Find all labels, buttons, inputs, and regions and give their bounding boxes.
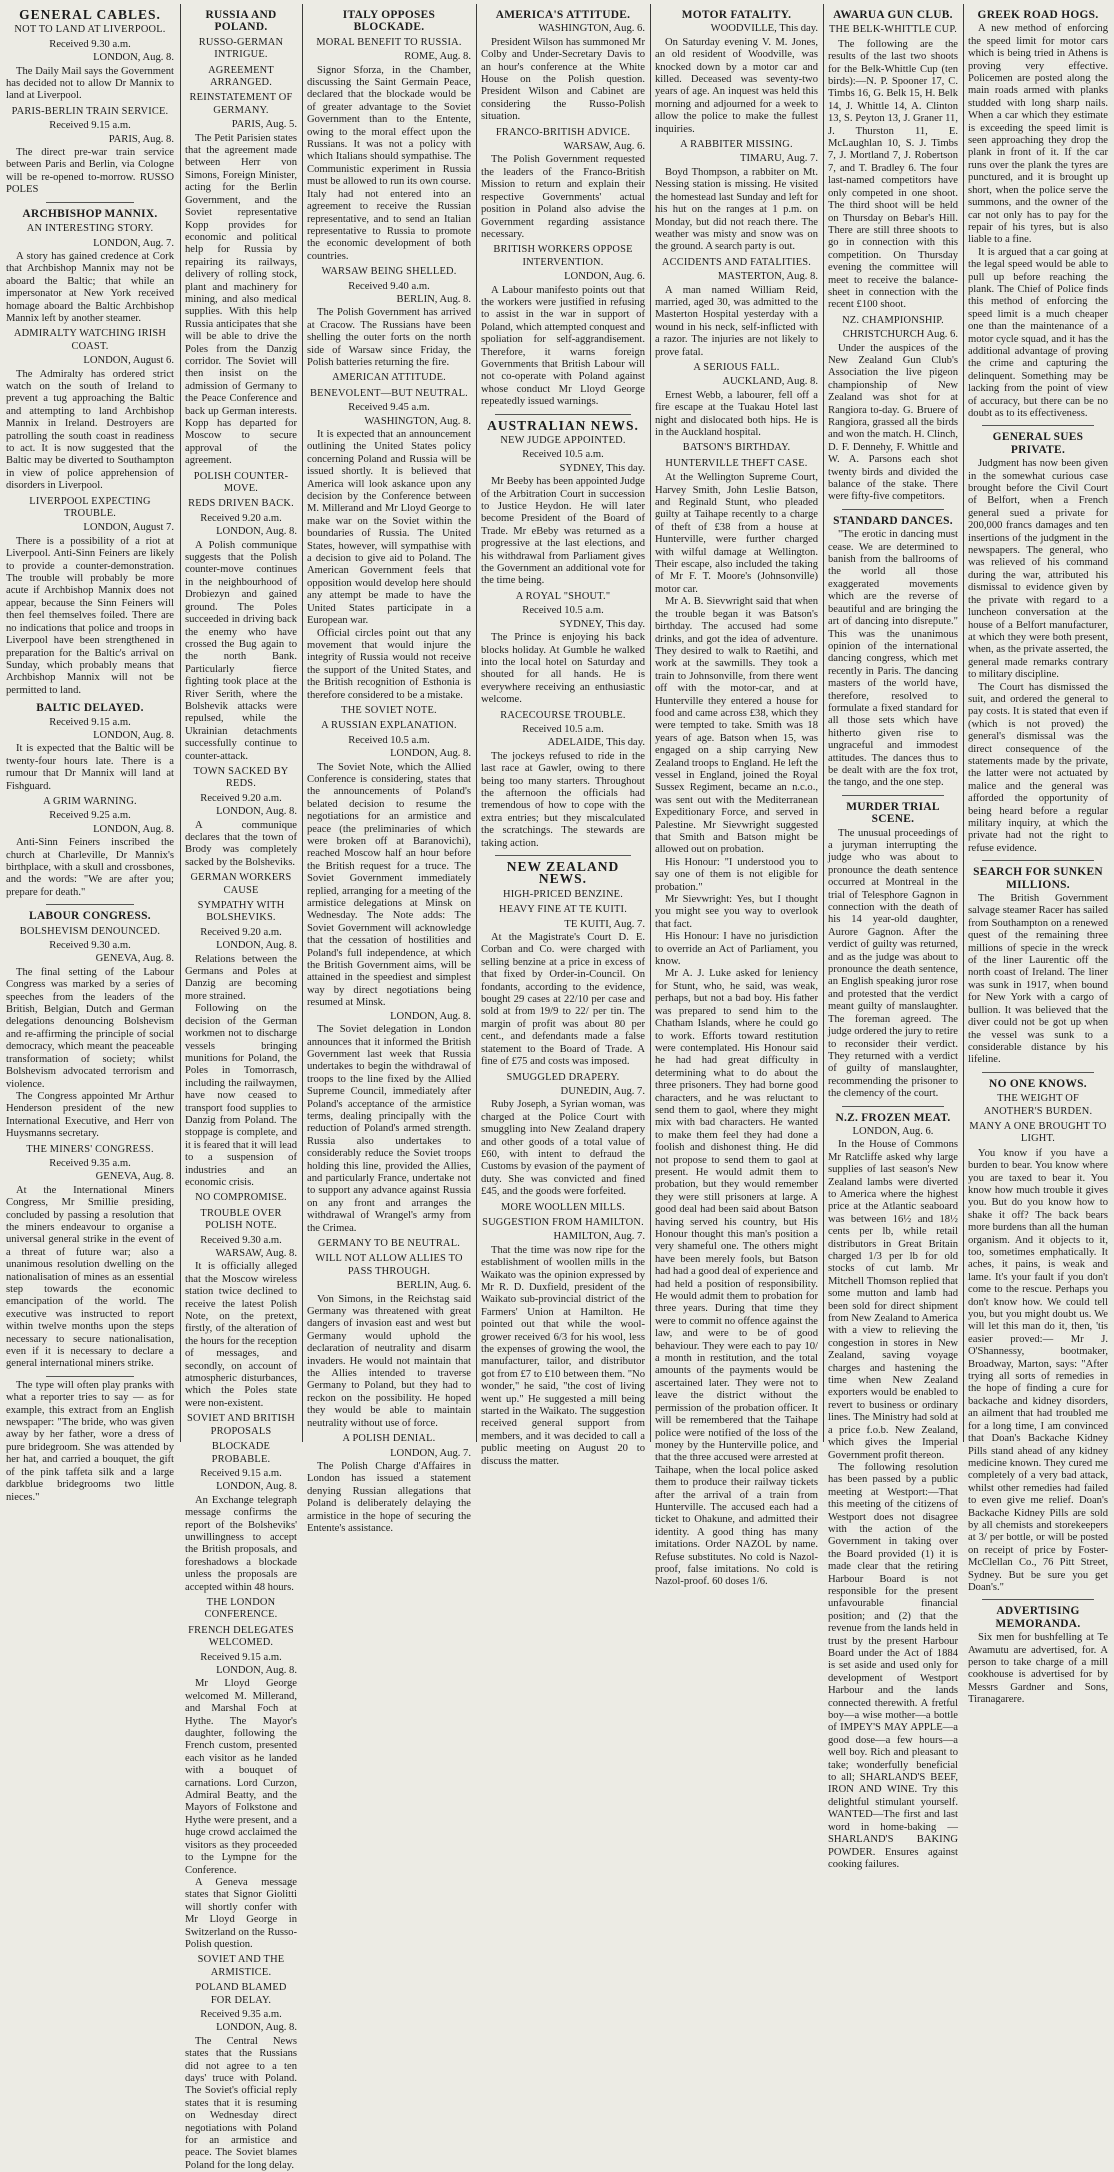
- dateline: AUCKLAND, Aug. 8.: [722, 376, 818, 388]
- headline: LABOUR CONGRESS.: [29, 910, 151, 923]
- headline: NEW ZEALAND NEWS.: [506, 859, 620, 887]
- subheadline: A RUSSIAN EXPLANATION.: [321, 720, 457, 732]
- subheadline: WILL NOT ALLOW ALLIES TO PASS THROUGH.: [315, 1253, 463, 1277]
- column-rule: [302, 4, 303, 1442]
- subheadline: THE WEIGHT OF ANOTHER'S BURDEN.: [983, 1093, 1093, 1117]
- dateline: WASHINGTON, Aug. 6.: [538, 23, 645, 35]
- dateline: LONDON, Aug. 8.: [93, 52, 174, 64]
- dateline: TE KUITI, Aug. 7.: [564, 918, 645, 930]
- article-paragraph: On Saturday evening V. M. Jones, an old resident of Woodville, was knocked down by a motor car and killed. Deceased was seventy-two years of age. An inquest was held this morning and adjourned for a week to allow the police to make the fullest inquiries.: [655, 36, 818, 135]
- headline: ARCHBISHOP MANNIX.: [22, 207, 158, 220]
- received-time: Received 10.5 a.m.: [348, 734, 430, 746]
- article-paragraph: The direct pre-war train service between Paris and Berlin, via Cologne will be re-opened to-morrow. RUSSO POLES: [6, 147, 174, 196]
- subheadline: FRANCO-BRITISH ADVICE.: [495, 126, 631, 138]
- subheadline: REDS DRIVEN BACK.: [188, 498, 294, 510]
- subheadline: PARIS-BERLIN TRAIN SERVICE.: [11, 105, 169, 117]
- article-paragraph: It is officially alleged that the Moscow wireless station twice declined to receive the latest Polish Note, on the pretext, firstly, of the alteration of the hours for the reception of messages, and secondly, on account of atmospheric disturbances, which the Poles state were non-existent.: [185, 1261, 297, 1409]
- headline: AMERICA'S ATTITUDE.: [495, 9, 631, 21]
- subheadline: REINSTATEMENT OF GERMANY.: [189, 92, 293, 116]
- article-paragraph: Mr Lloyd George welcomed M. Millerand, and Marshal Foch at Hythe. The Mayor's daughter, following the French custom, presented each visitor as he landed with a bouquet of carnations. Lord Curzon, Admiral Beatty, and the Mayors of Folkstone and Hythe were present, and a huge crowd acclaimed the visitors as they proceeded to the Lympne for the Conference.: [185, 1678, 297, 1876]
- dateline: LONDON, August 6.: [83, 355, 174, 367]
- article-paragraph: Ruby Joseph, a Syrian woman, was charged at the Police Court with smuggling into New Zealand drapery and other goods of a total value of £60, with intent to defraud the Customs by evasion of the payment of duty. She was convicted and fined £45, and the goods were forfeited.: [481, 1099, 645, 1198]
- dateline: PARIS, Aug. 5.: [231, 119, 297, 131]
- article-paragraph: In the House of Commons Mr Ratcliffe asked why large supplies of last season's New Zealand lambs were diverted to America where the highest price at the Atlantic seaboard was between 16½ and 18½ cents per lb, while retail distributors in Great Britain charged 1/3 per lb for old stocks of cut lamb. Mr Mitchell Thomson replied that some mutton and lamb had been sold for direct shipment from New Zealand to America with a view to relieving the congestion in stores in New Zealand, saving voyage charges and hastening the time when New Zealand exporters would be enabled to revert to business or ordinary lines. The Ministry had sold at a price f.o.b. New Zealand, which gives the Imperial Government profit thereon.: [828, 1139, 958, 1461]
- received-time: Received 9.15 a.m.: [49, 716, 131, 728]
- dateline: GENEVA, Aug. 8.: [95, 1171, 174, 1183]
- column-7: [968, 4, 1108, 1706]
- article-paragraph: The Polish Government has arrived at Cracow. The Russians have been shelling the outer forts on the north side of Warsaw since Friday, the Polish batteries returning the fire.: [307, 307, 471, 368]
- headline: N.Z. FROZEN MEAT.: [835, 1111, 951, 1124]
- headline: ITALY OPPOSES BLOCKADE.: [342, 9, 436, 34]
- subheadline: WARSAW BEING SHELLED.: [321, 266, 457, 278]
- subheadline: A SERIOUS FALL.: [693, 361, 780, 373]
- dateline: LONDON, Aug. 8.: [216, 2022, 297, 2034]
- article-paragraph: The Admiralty has ordered strict watch on the south of Ireland to prevent a tug approaching the Baltic and attempting to land Archbishop Mannix in Ireland. Destroyers are patrolling the south coast in readiness to act. It is now suggested that the Baltic may be diverted to Southampton in view of police apprehension of disorders in Liverpool.: [6, 368, 174, 492]
- article-paragraph: A story has gained credence at Cork that Archbishop Mannix may not be aboard the Baltic; that while an impersonator at New York received homage aboard the Baltic Archbishop Mannix left by another steamer.: [6, 250, 174, 324]
- divider: [46, 904, 134, 905]
- article-paragraph: His Honour: I have no jurisdiction to override an Act of Parliament, you know.: [655, 931, 818, 968]
- received-time: Received 10.5 a.m.: [522, 605, 604, 617]
- dateline: PARIS, Aug. 8.: [108, 133, 174, 145]
- subheadline: POLISH COUNTER-MOVE.: [193, 470, 289, 495]
- article-paragraph: A man named William Reid, married, aged 30, was admitted to the Masterton Hospital yesterday with a wound in his neck, self-inflicted with a razor. The injuries are not likely to prove fatal.: [655, 284, 818, 358]
- headline: GENERAL CABLES.: [19, 7, 161, 22]
- subheadline: GERMAN WORKERS CAUSE: [190, 872, 292, 896]
- dateline: SYDNEY, This day.: [559, 462, 645, 474]
- received-time: Received 9.40 a.m.: [348, 280, 430, 292]
- subheadline: TROUBLE OVER POLISH NOTE.: [200, 1207, 282, 1232]
- subheadline: BATSON'S BIRTHDAY.: [682, 442, 791, 454]
- subheadline: POLAND BLAMED FOR DELAY.: [195, 1982, 287, 2006]
- article-paragraph: The Daily Mail says the Government has decided not to allow Dr Mannix to land at Liverpool.: [6, 65, 174, 102]
- dateline: WARSAW, Aug. 6.: [563, 141, 645, 153]
- article-paragraph: Anti-Sinn Feiners inscribed the church at Charleville, Dr Mannix's birthplace, with a skull and crossbones, and the words: "We are after you; prepare for death.": [6, 837, 174, 898]
- article-paragraph: The type will often play pranks with what a reporter tries to say — as for example, this extract from an English newspaper: "The bride, who was given away by her father, wore a dress of pure bridegroom. She was attended by her hat, and carried a bouquet, the gift of the pink taffeta silk and a large darkblue bridegrooms two little nieces.": [6, 1379, 174, 1503]
- article-paragraph: A new method of enforcing the speed limit for motor cars which is being tried in Athens is proving very effective. Policemen are posted along the main roads armed with planks studded with long sharp nails. When a car which they estimate is exceeding the speed limit is seen approaching they drop the plank in front of it. If the car runs over the plank the tyres are punctured, and it is brought up short, when the police serve the summons, and the owner of the car not only has to pay for the repair of his tyres, but is also liable to a fine.: [968, 23, 1108, 246]
- dateline: BERLIN, Aug. 6.: [396, 1280, 471, 1292]
- headline: RUSSIA AND POLAND.: [205, 9, 277, 34]
- dateline: WOODVILLE, This day.: [710, 23, 818, 35]
- headline: ADVERTISING MEMORANDA.: [995, 1605, 1081, 1630]
- subheadline: AMERICAN ATTITUDE.: [332, 372, 446, 384]
- dateline: LONDON, August 7.: [83, 522, 174, 534]
- article-paragraph: There is a possibility of a riot at Liverpool. Anti-Sinn Feiners are likely to provide a counter-demonstration. The trouble will probably be more acute if Archbishop Mannix does not appear, because the Sinn Feiners will then feel themselves foiled. There are no indications that police and troops in Liverpool have been strengthened in preparation for the Baltic's arrival on Sunday, which probably means that Archbishop Mannix will not be permitted to land.: [6, 535, 174, 696]
- subheadline: NZ. CHAMPIONSHIP.: [842, 314, 944, 326]
- column-4: [481, 4, 645, 1467]
- article-paragraph: Mr Sievwright: Yes, but I thought you might see you way to overlook that fact.: [655, 894, 818, 930]
- subheadline: A GRIM WARNING.: [43, 795, 137, 807]
- subheadline: NEW JUDGE APPOINTED.: [500, 435, 626, 446]
- article-paragraph: His Honour: "I understood you to say one of them is not eligible for probation.": [655, 856, 818, 893]
- column-2: [185, 4, 297, 2171]
- subheadline: SMUGGLED DRAPERY.: [506, 1071, 620, 1083]
- article-paragraph: The Central News states that the Russians did not agree to a ten days' truce with Poland. The Soviet's official reply states that it is resuming on Wednesday direct negotiations with Poland for an armistice and peace. The Soviet blames Poland for the long delay.: [185, 2035, 297, 2171]
- article-paragraph: A Geneva message states that Signor Giolitti will shortly confer with Mr Lloyd George in Switzerland on the Russo-Polish question.: [185, 1876, 297, 1950]
- article-paragraph: Boyd Thompson, a rabbiter on Mt. Nessing station is missing. He visited the homestead last Sunday and left for his hut on the ranges at 1 p.m. on Monday, but did not reach there. The weather was misty and snow was on the ground. A search party is out.: [655, 166, 818, 253]
- divider: [46, 1376, 134, 1377]
- article-paragraph: President Wilson has summoned Mr Colby and Under-Secretary Davis to an hour's conference at the White House on the Polish question. President Wilson and Cabinet are considering the Russo-Polish situation.: [481, 36, 645, 123]
- article-paragraph: Von Simons, in the Reichstag said Germany was threatened with great dangers of invasion east and west but Germany would uphold the declaration of neutrality and disarm invaders. He would not maintain that the Allies intended to traverse Germany to Poland, but they had to reckon on the possibility. He hoped they would be able to maintain neutrality without use of force.: [307, 1293, 471, 1429]
- article-paragraph: A Polish communique suggests that the Polish counter-move continues in the neighbourhood of Drobiezyn and gained ground. The Poles succeeded in driving back the enemy who have crossed the Bug again to the north Bank. Particularly fierce fighting took place at the River Serith, where the Bolshevik attacks were repulsed, while the Ukrainian detachments successfully continue to counter-attack.: [185, 539, 297, 762]
- received-time: Received 9.45 a.m.: [348, 402, 430, 414]
- subheadline: HIGH-PRICED BENZINE.: [502, 888, 624, 900]
- subheadline: THE LONDON CONFERENCE.: [204, 1596, 278, 1621]
- received-time: Received 9.15 a.m.: [49, 120, 131, 132]
- article-paragraph: The jockeys refused to ride in the last race at Gawler, owing to there being too many starters. Throughout the afternoon the officials had tremendous of how to cope with the extra entries; but they miscalculated the scratchings. The stewards are taking action.: [481, 750, 645, 849]
- dateline: LONDON, Aug. 6.: [564, 271, 645, 283]
- received-time: Received 9.20 a.m.: [200, 792, 282, 804]
- dateline: CHRISTCHURCH Aug. 6.: [842, 329, 958, 341]
- article-paragraph: "The erotic in dancing must cease. We are determined to banish from the ballrooms of the world all those exaggerated movements which are the reverse of beautiful and are bringing the art of dancing into disrepute." This was the unanimous opinion of the international dancing congress, which met recently in Paris. The dancing masters of the world have, therefore, resolved to formulate a fixed standard for all those sets which have hitherto given rise to ungraceful and immodest attitudes. The dances thus to be dealt with are the fox trot, the tango, and the one step.: [828, 529, 958, 789]
- subheadline: RUSSO-GERMAN INTRIGUE.: [198, 36, 284, 61]
- received-time: Received 9.20 a.m.: [200, 512, 282, 524]
- received-time: Received 10.5 a.m.: [522, 723, 604, 735]
- divider: [842, 795, 944, 796]
- dateline: LONDON, Aug. 8.: [390, 1010, 471, 1022]
- subheadline: MORAL BENEFIT TO RUSSIA.: [316, 36, 462, 48]
- headline: GENERAL SUES PRIVATE.: [992, 431, 1084, 456]
- article-paragraph: A communique declares that the town of Brody was completely sacked by the Bolsheviks.: [185, 819, 297, 868]
- dateline: LONDON, Aug. 8.: [216, 1665, 297, 1676]
- column-rule: [180, 4, 181, 1442]
- dateline: LONDON, Aug. 7.: [93, 237, 174, 249]
- article-paragraph: Signor Sforza, in the Chamber, discussing the Saint Germain Peace, declared that the blockade would be of greater advantage to the Soviet Government than to the Entente, owing to the moral effect upon the Russians. It was not a policy with which Italians should sympathise. The Communistic experiment in Russia must be allowed to run its own course. Italy had not entered into an agreement to receive the Russian representative, and to send an Italian representative to Russia to promote the economic development of both countries.: [307, 64, 471, 262]
- subheadline: A POLISH DENIAL.: [342, 1433, 436, 1445]
- dateline: MASTERTON, Aug. 8.: [717, 271, 818, 283]
- received-time: Received 9.30 a.m.: [49, 38, 131, 50]
- subheadline: THE BELK-WHITTLE CUP.: [829, 24, 957, 36]
- received-time: Received 9.15 a.m.: [200, 1651, 282, 1663]
- column-rule: [476, 4, 477, 1442]
- article-paragraph: The Prince is enjoying his back blocks holiday. At Gumble he walked into the local hotel on Saturday and shouted for all hands. He is everywhere receiving an enthusiastic welcome.: [481, 632, 645, 706]
- headline: BALTIC DELAYED.: [36, 702, 144, 715]
- article-paragraph: The Polish Government requested the leaders of the Franco-British Mission to return and explain their respective Governments' actual position in Poland also advise the Government regarding assistance necessary.: [481, 154, 645, 240]
- column-rule: [963, 4, 964, 1442]
- column-6: [828, 4, 958, 1870]
- headline: STANDARD DANCES.: [833, 514, 953, 527]
- subheadline: HUNTERVILLE THEFT CASE.: [665, 457, 808, 469]
- article-paragraph: It is expected that the Baltic will be twenty-four hours late. There is a rumour that Dr Mannix will land at Fishguard.: [6, 743, 174, 792]
- subheadline: NO COMPROMISE.: [195, 1192, 287, 1204]
- subheadline: SOVIET AND BRITISH PROPOSALS: [187, 1413, 295, 1437]
- column-5: [655, 4, 818, 1588]
- article-paragraph: Mr Beeby has been appointed Judge of the Arbitration Court in succession to Justice Heydon. He will later become President of the Board of Trade. Mr eBeby was returned as a progressive at the last elections, and his withdrawal from Parliament gives the Government an additional vote for the time being.: [481, 476, 645, 587]
- dateline: LONDON, Aug. 8.: [216, 1481, 297, 1493]
- article-paragraph: The Soviet Note, which the Allied Conference is considering, states that the announcements of Poland's belated decision to resume the negotiations for an armistice and peace (the preliminaries of which were broken off at Baranovichi), reached Moscow half an hour before the British request for a truce. The Soviet Government immediately replied, arranging for a meeting of the armistice delegations at Minsk on Wednesday. The Note adds: The Soviet Government will acknowledge that the cessation of hostilities and Poland's full independence, at which the British Government aims, will be attained in the speediest and simplest way by direct negotiations being resumed at Minsk.: [307, 761, 471, 1009]
- divider: [46, 202, 134, 203]
- dateline: LONDON, Aug. 8.: [390, 748, 471, 760]
- headline: MOTOR FATALITY.: [681, 9, 792, 21]
- dateline: ADELAIDE, This day.: [547, 737, 645, 749]
- article-paragraph: Six men for bushfelling at Te Awamutu are advertised, for. A person to take charge of a mill cookhouse is advertised for by Messrs Gardner and Sons, Tiranagarere.: [968, 1632, 1108, 1706]
- subheadline: ACCIDENTS AND FATALITIES.: [661, 256, 812, 268]
- article-paragraph: A Labour manifesto points out that the workers were justified in refusing to assist in the war in support of Poland, which attempted conquest and spoliation for self-aggrandisement. Therefore, it warns foreign Governments that British Labour will not co-operate with Poland against whose conduct Mr Lloyd George repeatedly issued warnings.: [481, 284, 645, 408]
- subheadline: BENEVOLENT—BUT NEUTRAL.: [310, 387, 468, 399]
- divider: [982, 1599, 1094, 1600]
- divider: [982, 425, 1094, 426]
- dateline: TIMARU, Aug. 7.: [740, 153, 818, 165]
- article-paragraph: Following on the decision of the German workmen not to discharge vessels bringing munitions for Poland, the Poles in Tomorrasch, including the railwaymen, have now ceased to transport food supplies to Danzig from Poland. The stoppage is complete, and it is feared that it will lead to a suspension of industries and an economic crisis.: [185, 1003, 297, 1188]
- subheadline: NOT TO LAND AT LIVERPOOL.: [14, 24, 166, 36]
- divider: [495, 414, 631, 415]
- subheadline: RACECOURSE TROUBLE.: [500, 709, 626, 721]
- divider: [842, 1106, 944, 1107]
- column-3: [307, 4, 471, 1534]
- dateline: LONDON, Aug. 8.: [216, 526, 297, 538]
- article-paragraph: Relations between the Germans and Poles at Danzig are becoming more strained.: [185, 953, 297, 1002]
- dateline: BERLIN, Aug. 8.: [396, 293, 471, 305]
- article-paragraph: At the Wellington Supreme Court, Harvey Smith, John Leslie Batson, and Reginald Stunt, who pleaded guilty at Taihape recently to a charge of theft of £38 from a house at Hunterville, were further charged with wilful damage at Wellington. Their escape, also included the taking of Mr F. T. Moore's (Johnsonville) motor car.: [655, 472, 818, 595]
- article-paragraph: The Polish Charge d'Affaires in London has issued a statement denying Russian allegations that Poland is deliberately delaying the armistice in the hope of securing the Entente's assistance.: [307, 1460, 471, 1534]
- subheadline: AGREEMENT ARRANGED.: [208, 64, 274, 89]
- subheadline: HEAVY FINE AT TE KUITI.: [498, 904, 628, 916]
- subheadline: SUGGESTION FROM HAMILTON.: [482, 1216, 644, 1228]
- subheadline: MORE WOOLLEN MILLS.: [501, 1201, 625, 1213]
- headline: MURDER TRIAL SCENE.: [846, 800, 940, 826]
- article-paragraph: The Soviet delegation in London announces that it informed the British Government last week that Russia undertakes to begin the withdrawal of troops to the line fixed by the Allied Supreme Council, immediately after Poland's acceptance of the armistice terms, dealing principally with the reduction of Poland's armed strength. Russia also undertakes to considerably reduce the Soviet troops holding this line, provided the Allies, and particularly France, undertake not to support any advance against Russia on any front and arranges the withdrawal of Wrangel's army from the Crimea.: [307, 1024, 471, 1234]
- article-paragraph: At the International Miners Congress, Mr Smillie presiding, concluded by passing a resolution that the miners endeavour to organise a universal general strike in the event of a threat of future war; also a unanimous resolution dwelling on the nationalisation of mines as an essential step towards the economic emancipation of the world. The executive was instructed to report within twelve months upon the steps necessary to secure nationalisation, even if it is necessary to declare a general international miners strike.: [6, 1184, 174, 1370]
- dateline: LONDON, Aug. 6.: [852, 1125, 934, 1137]
- article-paragraph: Judgment has now been given in the somewhat curious case brought before the Civil Court of Belfort, when a French general sued a private for 200,000 francs damages and ten insertions of the judgment in the newspapers. The general, who was relieved of his command during the war, attributed his dismissal to evidence given by the private with regard to a luncheon conversation at the house of a Belfort manufacturer, at which they were both present, when, as the private asserted, the general made remarks contrary to military discipline.: [968, 458, 1108, 681]
- article-paragraph: The Court has dismissed the suit, and ordered the general to pay costs. It is stated that even if (which is not proved) the general's dismissal was the direct consequence of the statements made by the private, the latter were not actuated by malice and the general was afforded the opportunity of being heard before a regular military inquiry, at which the private had not the right to refuse evidence.: [968, 681, 1108, 854]
- article-paragraph: The Congress appointed Mr Arthur Henderson president of the new International Executive, and Herr von Huysmanns secretary.: [6, 1090, 174, 1140]
- subheadline: THE SOVIET NOTE.: [341, 704, 437, 716]
- received-time: Received 9.35 a.m.: [49, 1157, 131, 1169]
- article-paragraph: The final setting of the Labour Congress was marked by a series of speeches from the leaders of the British, Belgian, Dutch and German delegations denouncing Bolshevism and re-affirming the principle of social democracy, which meant the peaceable transformation of society; whilst Bolshevism advocated terrorism and violence.: [6, 966, 174, 1090]
- divider: [842, 509, 944, 510]
- dateline: SYDNEY, This day.: [559, 618, 645, 630]
- divider: [982, 860, 1094, 861]
- received-time: Received 9.15 a.m.: [200, 1467, 282, 1479]
- dateline: LONDON, Aug. 8.: [216, 940, 297, 952]
- dateline: GENEVA, Aug. 8.: [95, 953, 174, 965]
- dateline: LONDON, Aug. 8.: [93, 729, 174, 741]
- article-paragraph: Official circles point out that any movement that would injure the integrity of Russia would not receive the support of the United States, and the British recognition of Esthonia is therefore considered to be a mistake.: [307, 627, 471, 701]
- dateline: WARSAW, Aug. 8.: [215, 1248, 297, 1259]
- headline: AUSTRALIAN NEWS.: [487, 417, 639, 433]
- article-paragraph: An Exchange telegraph message confirms the report of the Bolsheviks' unwillingness to accept the British proposals, and foreshadows a blockade unless the proposals are accepted within 48 hours.: [185, 1494, 297, 1593]
- headline: AWARUA GUN CLUB.: [833, 9, 953, 21]
- subheadline: THE MINERS' CONGRESS.: [26, 1143, 154, 1155]
- subheadline: A ROYAL "SHOUT.": [515, 590, 611, 602]
- dateline: HAMILTON, Aug. 7.: [553, 1231, 645, 1243]
- article-paragraph: Mr A. B. Sievwright said that when the trouble began it was Batson's birthday. The accused had some drinks, and got the idea of adventure. They desired to walk to Raetihi, and work at the sawmills. They took a train to Johnsonville, from there went off with the motor-car, and at Hunterville they entered a house for food and came across £38, which they were tempted to take. Smith was 18 years of age. Batson when 15, was engaged on a ship carrying New Zealand troops to England. He left the vessel in England, joined the Royal Sussex Regiment, became an n.c.o., was sent out with the Mediterranean Expeditionary Force, and served in Palestine. Mr Sievwright suggested that Smith and Batson might be allowed out on probation.: [655, 596, 818, 856]
- subheadline: AN INTERESTING STORY.: [26, 223, 154, 235]
- subheadline: LIVERPOOL EXPECTING TROUBLE.: [29, 495, 151, 520]
- article-paragraph: The following are the results of the last two shoots for the Belk-Whittle Cup (ten birds):—N. P. Spooner 17, C. Timbs 16, G. Belk 15, H. Belk 14, J. Whittle 14, A. Clinton 13, S. Peyton 13, J. Graner 11, J. Thurston 11, E. McLaughlan 10, S. J. Timbs 7, J. Mortland 7, J. Robertson 7, and T. Bradley 6. The four last-named competitors have only competed in one shoot. The third shoot will be held on Thursday on Bebar's Hill. There are still three shoots to go in connection with this competition. On Thursday evening the committee will meet to receive the balance-sheet in connection with the recent £100 shoot.: [828, 38, 958, 311]
- subheadline: BLOCKADE PROBABLE.: [211, 1441, 271, 1465]
- column-rule: [823, 4, 824, 1442]
- received-time: Received 9.25 a.m.: [49, 810, 131, 822]
- received-time: Received 9.20 a.m.: [200, 926, 282, 938]
- subheadline: SYMPATHY WITH BOLSHEVIKS.: [197, 900, 285, 924]
- article-paragraph: At the Magistrate's Court D. E. Corban and Co. were charged with selling benzine at a price in excess of that fixed by Order-in-Council. On fondants, according to the evidence, bought 29 cases at 22/10 per case and sold at from 19/9 to 22/ per tin. The margin of profit was about 80 per cent., and defendants made a false statement to the Board of Trade. A fine of £75 and costs was imposed.: [481, 932, 645, 1068]
- dateline: LONDON, Aug. 8.: [216, 806, 297, 818]
- headline: SEARCH FOR SUNKEN MILLIONS.: [973, 866, 1103, 891]
- article-paragraph: The British Government salvage steamer Racer has sailed from Southampton on a renewed quest of the remaining three millions of specie in the wreck of the liner Laurentic off the north coast of Ireland. The liner was sunk in 1917, when bound for New York with a cargo of bullion. It was believed that the diver could not be got up when the vessel was sunk to a considerable distance by his lifeline.: [968, 893, 1108, 1066]
- article-paragraph: That the time was now ripe for the establishment of woollen mills in the Waikato was the opinion expressed by Mr R. D. Duxfield, president of the Waikato sub-provincial district of the Farmers' Union at Hamilton. He pointed out that while the wool-grower received 6/3 for his wool, less the expenses of growing the wool, the manufacturer, tailor, and distributor got from £7 to £10 between them. "No wonder," he said, "the cost of living went up." He suggested a mill being started in the Waikato. The suggestion received general support from members, and it was decided to call a public meeting on August 20 to discuss the matter.: [481, 1244, 645, 1467]
- article-paragraph: It is argued that a car going at the legal speed would be able to pull up before reaching the plank. The Chief of Police finds this method of enforcing the speed limit is a much cheaper one than the maintenance of a motor cycle squad, and it has the additional advantage of proving the crime and capturing the delinquent. Something may be lacking from the point of view of accuracy, but there can be no doubt as to its effectiveness.: [968, 246, 1108, 419]
- dateline: LONDON, Aug. 7.: [390, 1447, 471, 1459]
- article-paragraph: The Petit Parisien states that the agreement made between Herr von Simons, Foreign Minister, acting for the Berlin Government, and the Soviet representative Kopp provides for economic and political help for Russia by repairing its railways, delivery of rolling stock, plant and machinery for mining, and also medical supplies. With this help Russia anticipates that she will be able to drive the Poles from the Danzig corridor. The Soviet will then insist on the admission of Germany to the Peace Conference and back up German interests. Kopp has departed for Moscow to secure approval of the agreement.: [185, 132, 297, 467]
- subheadline: SOVIET AND THE ARMISTICE.: [197, 1954, 285, 1978]
- dateline: ROME, Aug. 8.: [404, 51, 471, 63]
- headline: NO ONE KNOWS.: [989, 1077, 1087, 1090]
- dateline: WASHINGTON, Aug. 8.: [364, 415, 471, 427]
- article-paragraph: The following resolution has been passed by a public meeting at Westport:—That this meeting of the citizens of Westport does not disagree with the action of the Government in taking over the Board provided (1) it is made clear that the retiring Harbour Board is not responsible for the present unfavourable financial position; and (2) that the revenue from the lands held in trust by the present Harbour Board under the Act of 1884 is set aside and used only for development of Westport Harbour and the lands connected therewith. A fretful boy—a wise mother—a bottle of IMPEY'S MAY APPLE—a good dose—a few hours—a well boy. Rich and pleasant to take; wonderfully beneficial to all; SHARLAND'S BEEF, IRON AND WINE. Try this delightful stimulant yourself. WANTED—The first and last word in home-baking — SHARLAND'S BAKING POWDER. Ensures against cooking failures.: [828, 1461, 958, 1870]
- subheadline: ADMIRALTY WATCHING IRISH COAST.: [13, 328, 167, 352]
- column-1: [6, 4, 174, 1503]
- article-paragraph: Ernest Webb, a labourer, fell off a fire escape at the Tuakau Hotel last night and dislocated both hips. He is in the Auckland hospital.: [655, 389, 818, 438]
- headline: GREEK ROAD HOGS.: [977, 9, 1099, 21]
- received-time: Received 9.30 a.m.: [49, 940, 131, 952]
- dateline: LONDON, Aug. 8.: [93, 823, 174, 835]
- divider: [495, 855, 631, 856]
- article-paragraph: The unusual proceedings of a juryman interrupting the judge who was about to pronounce the death sentence occurred at Montreal in the trial of Telesphore Gagnon in connection with the death of his 14 year-old daughter, Aurore Gagnon. After the verdict of guilty was returned, and as the judge was about to pronounce the death sentence, an English speaking juror rose and protested that the verdict meant guilty of manslaughter. The foreman agreed. The judge ordered the jury to retire to reconsider their verdict. They returned with a verdict of guilty of manslaughter, recommending the prisoner to the clemency of the court.: [828, 827, 958, 1100]
- subheadline: TOWN SACKED BY REDS.: [193, 765, 289, 790]
- article-paragraph: Mr A. J. Luke asked for leniency for Stunt, who, he said, was weak, perhaps, but not a bad boy. His father was prepared to send him to the Chatham Islands, where he could go to work. Efforts toward restitution were contemplated. His Honour said he had had great difficulty in determining what to do about the three prisoners. They had borne good characters, and he was reluctant to send them to gaol, where they might mix with bad characters. He wanted to make them feel they had done a foolish and dishonest thing. He did not propose to send them to gaol at present. He would admit them to probation, but they would remember they were still prisoners at large. A good deal had been said about Batson having served his country, but His Honour thought this man's position a very shameful one. The others might have been merely fools, but Batson had had a good deal of experience and had held a position of responsibility. He would admit them to probation for three years. During that time they were to commit no offence against the law, and were to be of good behaviour. They were each to pay 10/ a month in restitution, and the total amounts of the payments would be ascertained later. They were not to leave the district without the permission of the probation officer. It will be remembered that the Taihape police were notified of the loss of the money by the Hunterville police, and that the three accused were arrested at Taihape, when the local police asked them to produce their railway tickets after the arrival of a train from Hunterville. The accused each had a ticket to Ohakune, and admitted their identity. A good thing has many imitations. Order NAZOL by name. Refuse substitutes. No cold is Nazol-proof, false imitations. No cold is Nazol-proof. 60 doses 1/6.: [655, 968, 818, 1588]
- article-paragraph: You know if you have a burden to bear. You know where you are taxed to bear it. You know how much trouble it gives you. But do you know how to shake it off? The back bears more burdens than all the human organism. And it objects to it, too, sometimes emphatically. It aches, it pains, is weak and lame. It's your fault if you don't come to the rescue. Perhaps you don't know how. We could tell you, but you might doubt us. We will let this man do it, then, 'tis easier proved:— Mr J. O'Shannessy, bootmaker, Broadway, Marton, says: "After trying all sorts of remedies in the hope of finding a cure for backache and kidney disorders, an ailment that had troubled me for a long time, I am convinced that Doan's Backache Kidney Pills stand ahead of any kidney medicine known. They cured me completely of a very bad attack, whilst other remedies had failed to even give me relief. Doan's Backache Kidney Pills are sold by all chemists and storekeepers at 3/ per bottle, or will be posted on receipt of price by Foster-McClellan Co., 76 Pitt Street, Sydney. But be sure you get Doan's.": [968, 1147, 1108, 1593]
- column-rule: [650, 4, 651, 1442]
- subheadline: MANY A ONE BROUGHT TO LIGHT.: [969, 1120, 1107, 1145]
- article-paragraph: It is expected that an announcement outlining the United States policy concerning Poland and Russia will be issued shortly. It is believed that America will look askance upon any decision by the Conference between M. Millerand and Mr Lloyd George to make war on the Soviet within the boundaries of Russia. The United States, however, will sympathise with a decision to give aid to Poland. The American Government feels that opposition would develop here should any attempt be made to have the United States participate in a European war.: [307, 429, 471, 627]
- subheadline: BOLSHEVISM DENOUNCED.: [19, 925, 161, 937]
- received-time: Received 9.35 a.m.: [200, 2008, 282, 2020]
- received-time: Received 10.5 a.m.: [522, 449, 604, 461]
- dateline: DUNEDIN, Aug. 7.: [560, 1085, 645, 1097]
- subheadline: A RABBITER MISSING.: [680, 139, 793, 151]
- subheadline: BRITISH WORKERS OPPOSE INTERVENTION.: [493, 244, 633, 268]
- received-time: Received 9.30 a.m.: [200, 1234, 282, 1246]
- article-paragraph: Under the auspices of the New Zealand Gun Club's Association the live pigeon championship of New Zealand was shot for at Rangiora to-day. G. Bruere of Rangiora, grassed all the birds and won the match. H. Clinch, D. F. Dennehy, F. Whittle and W. A. Parsons each shot twenty birds and divided the balance of the stake. There were fifty-five competitors.: [828, 342, 958, 503]
- subheadline: GERMANY TO BE NEUTRAL.: [317, 1238, 461, 1249]
- divider: [982, 1072, 1094, 1073]
- subheadline: FRENCH DELEGATES WELCOMED.: [188, 1624, 294, 1649]
